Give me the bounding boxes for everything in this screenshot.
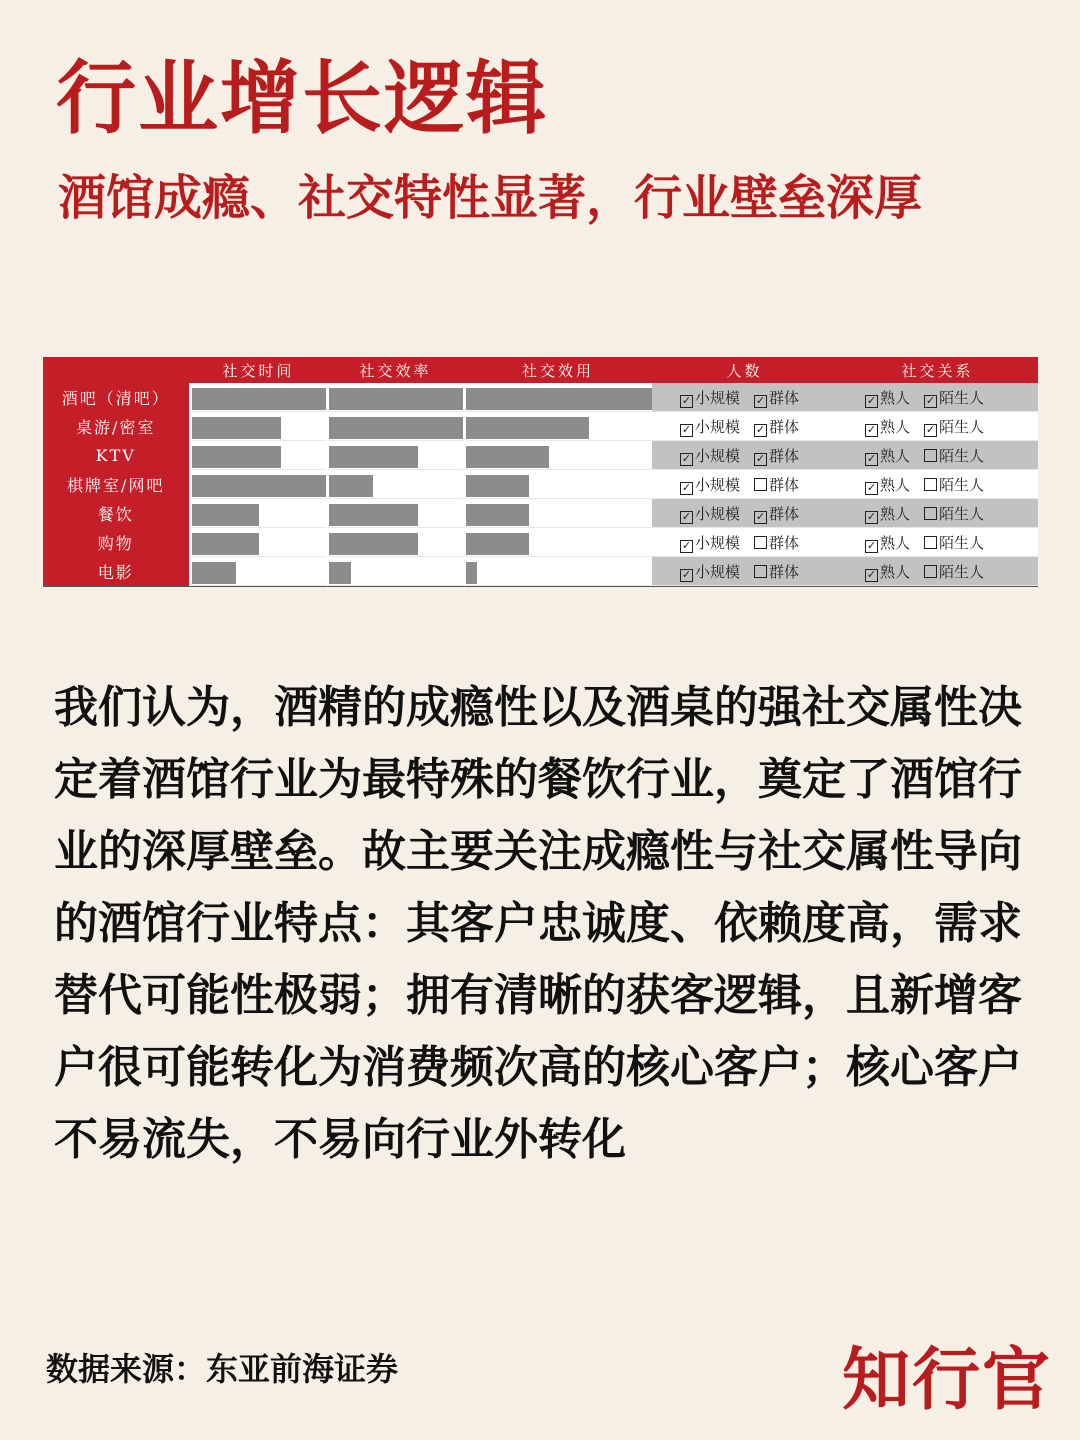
checkbox-small (680, 418, 740, 436)
table-row (43, 441, 1038, 470)
bar-utility (466, 446, 550, 468)
checkbox-label: 群体 (769, 562, 800, 581)
unchecked-box-icon (924, 565, 937, 578)
checkbox-group (754, 418, 799, 436)
row-label: 电影 (97, 562, 134, 582)
bar-cell-efficiency (327, 383, 464, 412)
checkbox-acquaint (865, 505, 910, 523)
checked-box-icon (865, 569, 878, 582)
checkbox-label: 熟人 (880, 504, 911, 523)
checkbox-label: 小规模 (695, 504, 741, 523)
checked-box-icon (754, 424, 767, 437)
relation-cell (837, 470, 1038, 499)
checkbox-label: 熟人 (880, 533, 911, 552)
checked-box-icon (865, 395, 878, 408)
checked-box-icon (680, 395, 693, 408)
unchecked-box-icon (754, 536, 767, 549)
bar-utility (466, 533, 529, 555)
checked-box-icon (754, 453, 767, 466)
table-header-row (43, 357, 1038, 383)
headcount-cell (652, 412, 837, 441)
row-label: 餐饮 (97, 504, 134, 524)
bar-utility (466, 388, 653, 410)
checked-box-icon (754, 395, 767, 408)
checkbox-label: 小规模 (695, 475, 741, 494)
relation-cell (837, 528, 1038, 557)
checkbox-stranger (924, 447, 984, 465)
bar-cell-utility (464, 499, 652, 528)
body-paragraph: 我们认为，酒精的成瘾性以及酒桌的强社交属性决定着酒馆行业为最特殊的餐饮行业，奠定了酒馆行业的深厚壁垒。故主要关注成瘾性与社交属性导向的酒馆行业特点：其客户忠诚度、依赖度高，需求替代可能性极弱；拥有清晰的获客逻辑，且新增客户很可能转化为消费频次高的核心客户；核心客户不易流失，不易向行业外转化 (54, 682, 1022, 1165)
checked-box-icon (865, 511, 878, 524)
bar-time (192, 533, 259, 555)
headcount-cell (652, 470, 837, 499)
header-blank (43, 357, 190, 383)
bar-cell-efficiency (327, 557, 464, 586)
unchecked-box-icon (754, 478, 767, 491)
bar-efficiency (329, 562, 352, 584)
checkbox-group (754, 563, 799, 581)
brand-logo: 知行官 (842, 1340, 1053, 1420)
row-label: 购物 (97, 533, 134, 553)
checkbox-group (754, 447, 799, 465)
bar-cell-efficiency (327, 499, 464, 528)
checkbox-stranger (924, 505, 984, 523)
data-source: 数据来源：东亚前海证券 (46, 1350, 399, 1388)
bar-efficiency (329, 446, 419, 468)
row-label: KTV (95, 445, 136, 465)
checkbox-label: 熟人 (880, 417, 911, 436)
checkbox-small (680, 563, 740, 581)
table-body (43, 383, 1038, 586)
checkbox-acquaint (865, 534, 910, 552)
checkbox-label: 熟人 (880, 562, 911, 581)
headcount-cell (652, 557, 837, 586)
checkbox-stranger (924, 534, 984, 552)
bar-time (192, 562, 236, 584)
bar-time (192, 475, 326, 497)
checkbox-label: 群体 (769, 475, 800, 494)
row-label: 棋牌室/网吧 (67, 475, 165, 495)
headcount-cell (652, 383, 837, 412)
unchecked-box-icon (924, 536, 937, 549)
page-subtitle: 酒馆成瘾、社交特性显著，行业壁垒深厚 (58, 170, 923, 226)
bar-cell-utility (464, 383, 652, 412)
table-row (43, 470, 1038, 499)
checkbox-label: 熟人 (880, 446, 911, 465)
checkbox-small (680, 447, 740, 465)
bar-cell-time (190, 441, 327, 470)
unchecked-box-icon (924, 507, 937, 520)
bar-utility (466, 417, 589, 439)
checked-box-icon (680, 482, 693, 495)
checkbox-label: 陌生人 (939, 504, 985, 523)
checkbox-label: 小规模 (695, 388, 741, 407)
checkbox-acquaint (865, 447, 910, 465)
bar-cell-utility (464, 470, 652, 499)
bar-efficiency (329, 417, 463, 439)
checked-box-icon (865, 482, 878, 495)
bar-utility (466, 562, 477, 584)
headcount-cell (652, 441, 837, 470)
checkbox-label: 小规模 (695, 446, 741, 465)
relation-cell (837, 557, 1038, 586)
bar-cell-time (190, 470, 327, 499)
checkbox-group (754, 389, 799, 407)
bar-cell-efficiency (327, 412, 464, 441)
headcount-cell (652, 499, 837, 528)
unchecked-box-icon (924, 478, 937, 491)
checkbox-label: 陌生人 (939, 446, 985, 465)
checkbox-label: 陌生人 (939, 417, 985, 436)
table-row (43, 557, 1038, 586)
checked-box-icon (924, 424, 937, 437)
page-title: 行业增长逻辑 (56, 51, 548, 145)
checked-box-icon (924, 395, 937, 408)
checkbox-small (680, 534, 740, 552)
table-row (43, 383, 1038, 412)
bar-cell-efficiency (327, 470, 464, 499)
checked-box-icon (865, 424, 878, 437)
table-row (43, 412, 1038, 441)
bar-cell-efficiency (327, 528, 464, 557)
bar-cell-time (190, 528, 327, 557)
checkbox-group (754, 476, 799, 494)
checkbox-label: 小规模 (695, 562, 741, 581)
checkbox-acquaint (865, 389, 910, 407)
row-label: 酒吧（清吧） (61, 388, 170, 408)
checked-box-icon (680, 569, 693, 582)
checkbox-stranger (924, 563, 984, 581)
comparison-table (43, 357, 1038, 587)
checked-box-icon (680, 511, 693, 524)
checkbox-small (680, 389, 740, 407)
checkbox-label: 陌生人 (939, 388, 985, 407)
bar-cell-utility (464, 441, 652, 470)
table-row (43, 528, 1038, 557)
bar-time (192, 388, 326, 410)
bar-efficiency (329, 504, 419, 526)
bar-cell-time (190, 557, 327, 586)
checkbox-small (680, 476, 740, 494)
checked-box-icon (865, 540, 878, 553)
checkbox-stranger (924, 418, 984, 436)
bar-efficiency (329, 475, 373, 497)
checkbox-stranger (924, 389, 984, 407)
checkbox-label: 陌生人 (939, 475, 985, 494)
checkbox-label: 群体 (769, 504, 800, 523)
bar-utility (466, 504, 529, 526)
header-social-time: 社交时间 (222, 361, 295, 380)
checkbox-acquaint (865, 476, 910, 494)
relation-cell (837, 383, 1038, 412)
checkbox-label: 小规模 (695, 417, 741, 436)
checked-box-icon (680, 453, 693, 466)
bar-cell-utility (464, 528, 652, 557)
checkbox-label: 群体 (769, 533, 800, 552)
checkbox-small (680, 505, 740, 523)
header-social-relation: 社交关系 (901, 361, 974, 380)
bar-time (192, 504, 259, 526)
checkbox-stranger (924, 476, 984, 494)
checkbox-acquaint (865, 418, 910, 436)
bar-efficiency (329, 533, 419, 555)
bar-cell-utility (464, 557, 652, 586)
table-row (43, 499, 1038, 528)
checkbox-group (754, 534, 799, 552)
headcount-cell (652, 528, 837, 557)
checked-box-icon (865, 453, 878, 466)
bar-efficiency (329, 388, 463, 410)
bar-cell-utility (464, 412, 652, 441)
bar-cell-time (190, 383, 327, 412)
checkbox-label: 小规模 (695, 533, 741, 552)
bar-time (192, 446, 282, 468)
checkbox-acquaint (865, 563, 910, 581)
social-attributes-table (43, 357, 1038, 586)
checkbox-label: 群体 (769, 417, 800, 436)
header-headcount: 人数 (726, 361, 763, 380)
bar-cell-efficiency (327, 441, 464, 470)
relation-cell (837, 441, 1038, 470)
relation-cell (837, 412, 1038, 441)
checkbox-label: 群体 (769, 446, 800, 465)
checkbox-group (754, 505, 799, 523)
bar-time (192, 417, 282, 439)
header-social-efficiency: 社交效率 (359, 361, 432, 380)
checkbox-label: 陌生人 (939, 562, 985, 581)
unchecked-box-icon (924, 449, 937, 462)
checkbox-label: 熟人 (880, 388, 911, 407)
bar-cell-time (190, 499, 327, 528)
header-social-utility: 社交效用 (521, 361, 594, 380)
checkbox-label: 熟人 (880, 475, 911, 494)
checked-box-icon (680, 540, 693, 553)
unchecked-box-icon (754, 565, 767, 578)
bar-cell-time (190, 412, 327, 441)
relation-cell (837, 499, 1038, 528)
row-label: 桌游/密室 (76, 417, 156, 437)
checked-box-icon (754, 511, 767, 524)
checkbox-label: 陌生人 (939, 533, 985, 552)
checked-box-icon (680, 424, 693, 437)
checkbox-label: 群体 (769, 388, 800, 407)
bar-utility (466, 475, 529, 497)
